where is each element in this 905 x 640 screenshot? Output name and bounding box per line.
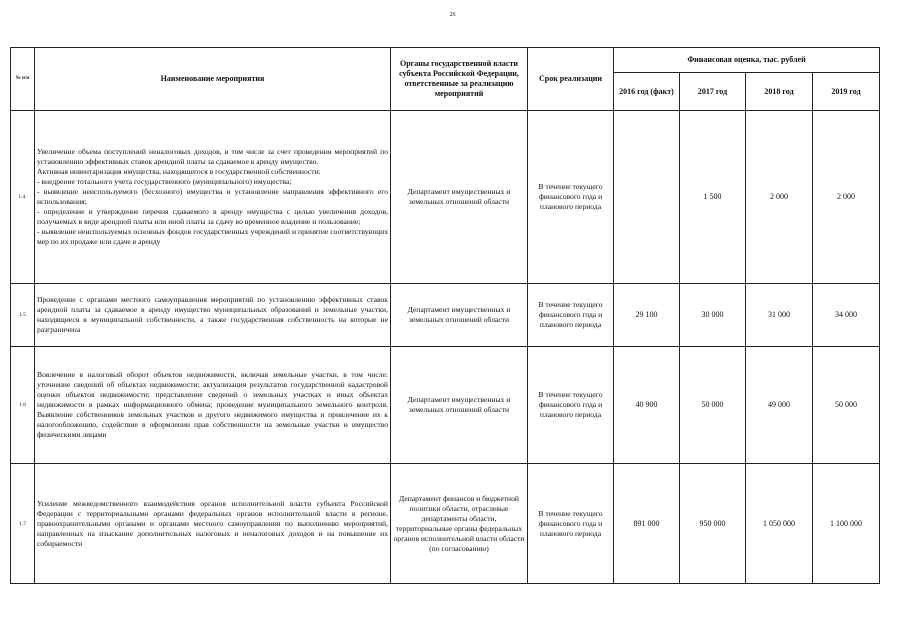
- header-year-2019: 2019 год: [813, 73, 880, 111]
- value-2017: 50 000: [680, 347, 746, 464]
- description-text: Увеличение объема поступлений неналоговых доходов, в том числе за счет проведения мероприятий по установлению эффективных ставок арендной платы за сдаваемое в аренду имущество. Активная инвентаризация имущества, находящегося в государственной собственности: - внедрение тотального учета государственного (муниципального) имущества; - выявление неиспользуемого (бесхозного) имущества и установление направления эффективного его использования; - определение и утверждение перечня сдаваемого в аренду имущества с целью увеличения доходов, получаемых в виде арендной платы или иной платы за сдачу во временное владение и пользование; - выявление неиспользуемых основных фондов государственных учреждений и принятие соответствующих мер по их продаже или сдаче в аренду: [37, 147, 388, 246]
- value-2017: 1 500: [680, 111, 746, 284]
- measure-description: Усиление межведомственного взаимодействия органов исполнительной власти субъекта Российской Федерации с территориальными органами федеральных органов исполнительной власти в регионе, правоохранительными органами и органами местного самоуправления по выполнению мероприятий, направленных на изыскание дополнительных налоговых и неналоговых доходов и на повышение их собираемости: [35, 464, 391, 584]
- value-2019: 50 000: [813, 347, 880, 464]
- table-row: [11, 284, 880, 347]
- header-row: [11, 48, 880, 73]
- value-2018: 1 050 000: [746, 464, 813, 584]
- table-row: [11, 347, 880, 464]
- responsible-org: Департамент имущественных и земельных отношений области: [391, 347, 528, 464]
- value-2018: 49 000: [746, 347, 813, 464]
- page-number: 26: [449, 12, 456, 18]
- header-name: Наименование мероприятия: [35, 48, 391, 111]
- measures-table: [10, 47, 880, 584]
- header-year-2016: 2016 год (факт): [614, 73, 680, 111]
- value-2016: [614, 111, 680, 284]
- row-number: 1.4.: [11, 111, 35, 284]
- value-2017: 30 000: [680, 284, 746, 347]
- header-year-2017: 2017 год: [680, 73, 746, 111]
- value-2019: 1 100 000: [813, 464, 880, 584]
- term: В течение текущего финансового года и планового периода: [528, 111, 614, 284]
- responsible-org: Департамент имущественных и земельных отношений области: [391, 284, 528, 347]
- table-row: [11, 464, 880, 584]
- header-year-2018: 2018 год: [746, 73, 813, 111]
- measure-description: [35, 111, 391, 284]
- table-row: [11, 111, 880, 284]
- measure-description: Проведение с органами местного самоуправления мероприятий по установлению эффективных ставок арендной платы за сдаваемое в аренду имущество муниципальных образований и земельные участки, находящиеся в муниципальной собственности, а также государственная собственность на которые не разграничена: [35, 284, 391, 347]
- term: В течение текущего финансового года и планового периода: [528, 284, 614, 347]
- value-2019: 34 000: [813, 284, 880, 347]
- responsible-org: Департамент финансов и бюджетной политики области, отраслевые департаменты области, территориальные органы федеральных органов исполнительной власти области (по согласованию): [391, 464, 528, 584]
- header-org: Органы государственной власти субъекта Российской Федерации, ответственные за реализацию мероприятий: [391, 48, 528, 111]
- value-2016: 29 100: [614, 284, 680, 347]
- value-2018: 31 000: [746, 284, 813, 347]
- term: В течение текущего финансового года и планового периода: [528, 464, 614, 584]
- header-term: Срок реализации: [528, 48, 614, 111]
- term: В течение текущего финансового года и планового периода: [528, 347, 614, 464]
- row-number: 1.6: [11, 347, 35, 464]
- value-2019: 2 000: [813, 111, 880, 284]
- header-num: № п/п: [11, 48, 35, 111]
- value-2018: 2 000: [746, 111, 813, 284]
- measure-description: Вовлечение в налоговый оборот объектов недвижимости, включая земельные участки, в том числе: уточнение сведений об объектах недвижимости; актуализация результатов государственной кадастровой оценки объектов недвижимости; представление сведений о земельных участках и иных объектах недвижимости в рамках информационного обмена; проведение муниципального земельного контроля. Выявление собственников земельных участков и другого недвижимого имущества и привлечение их к налогообложению, содействие в оформлении прав собственности на земельные участки и имущество физическими лицами: [35, 347, 391, 464]
- row-number: 1.5: [11, 284, 35, 347]
- responsible-org: Департамент имущественных и земельных отношений области: [391, 111, 528, 284]
- value-2016: 891 000: [614, 464, 680, 584]
- row-number: 1.7: [11, 464, 35, 584]
- value-2017: 950 000: [680, 464, 746, 584]
- value-2016: 40 900: [614, 347, 680, 464]
- header-finance: Финансовая оценка, тыс. рублей: [614, 48, 880, 73]
